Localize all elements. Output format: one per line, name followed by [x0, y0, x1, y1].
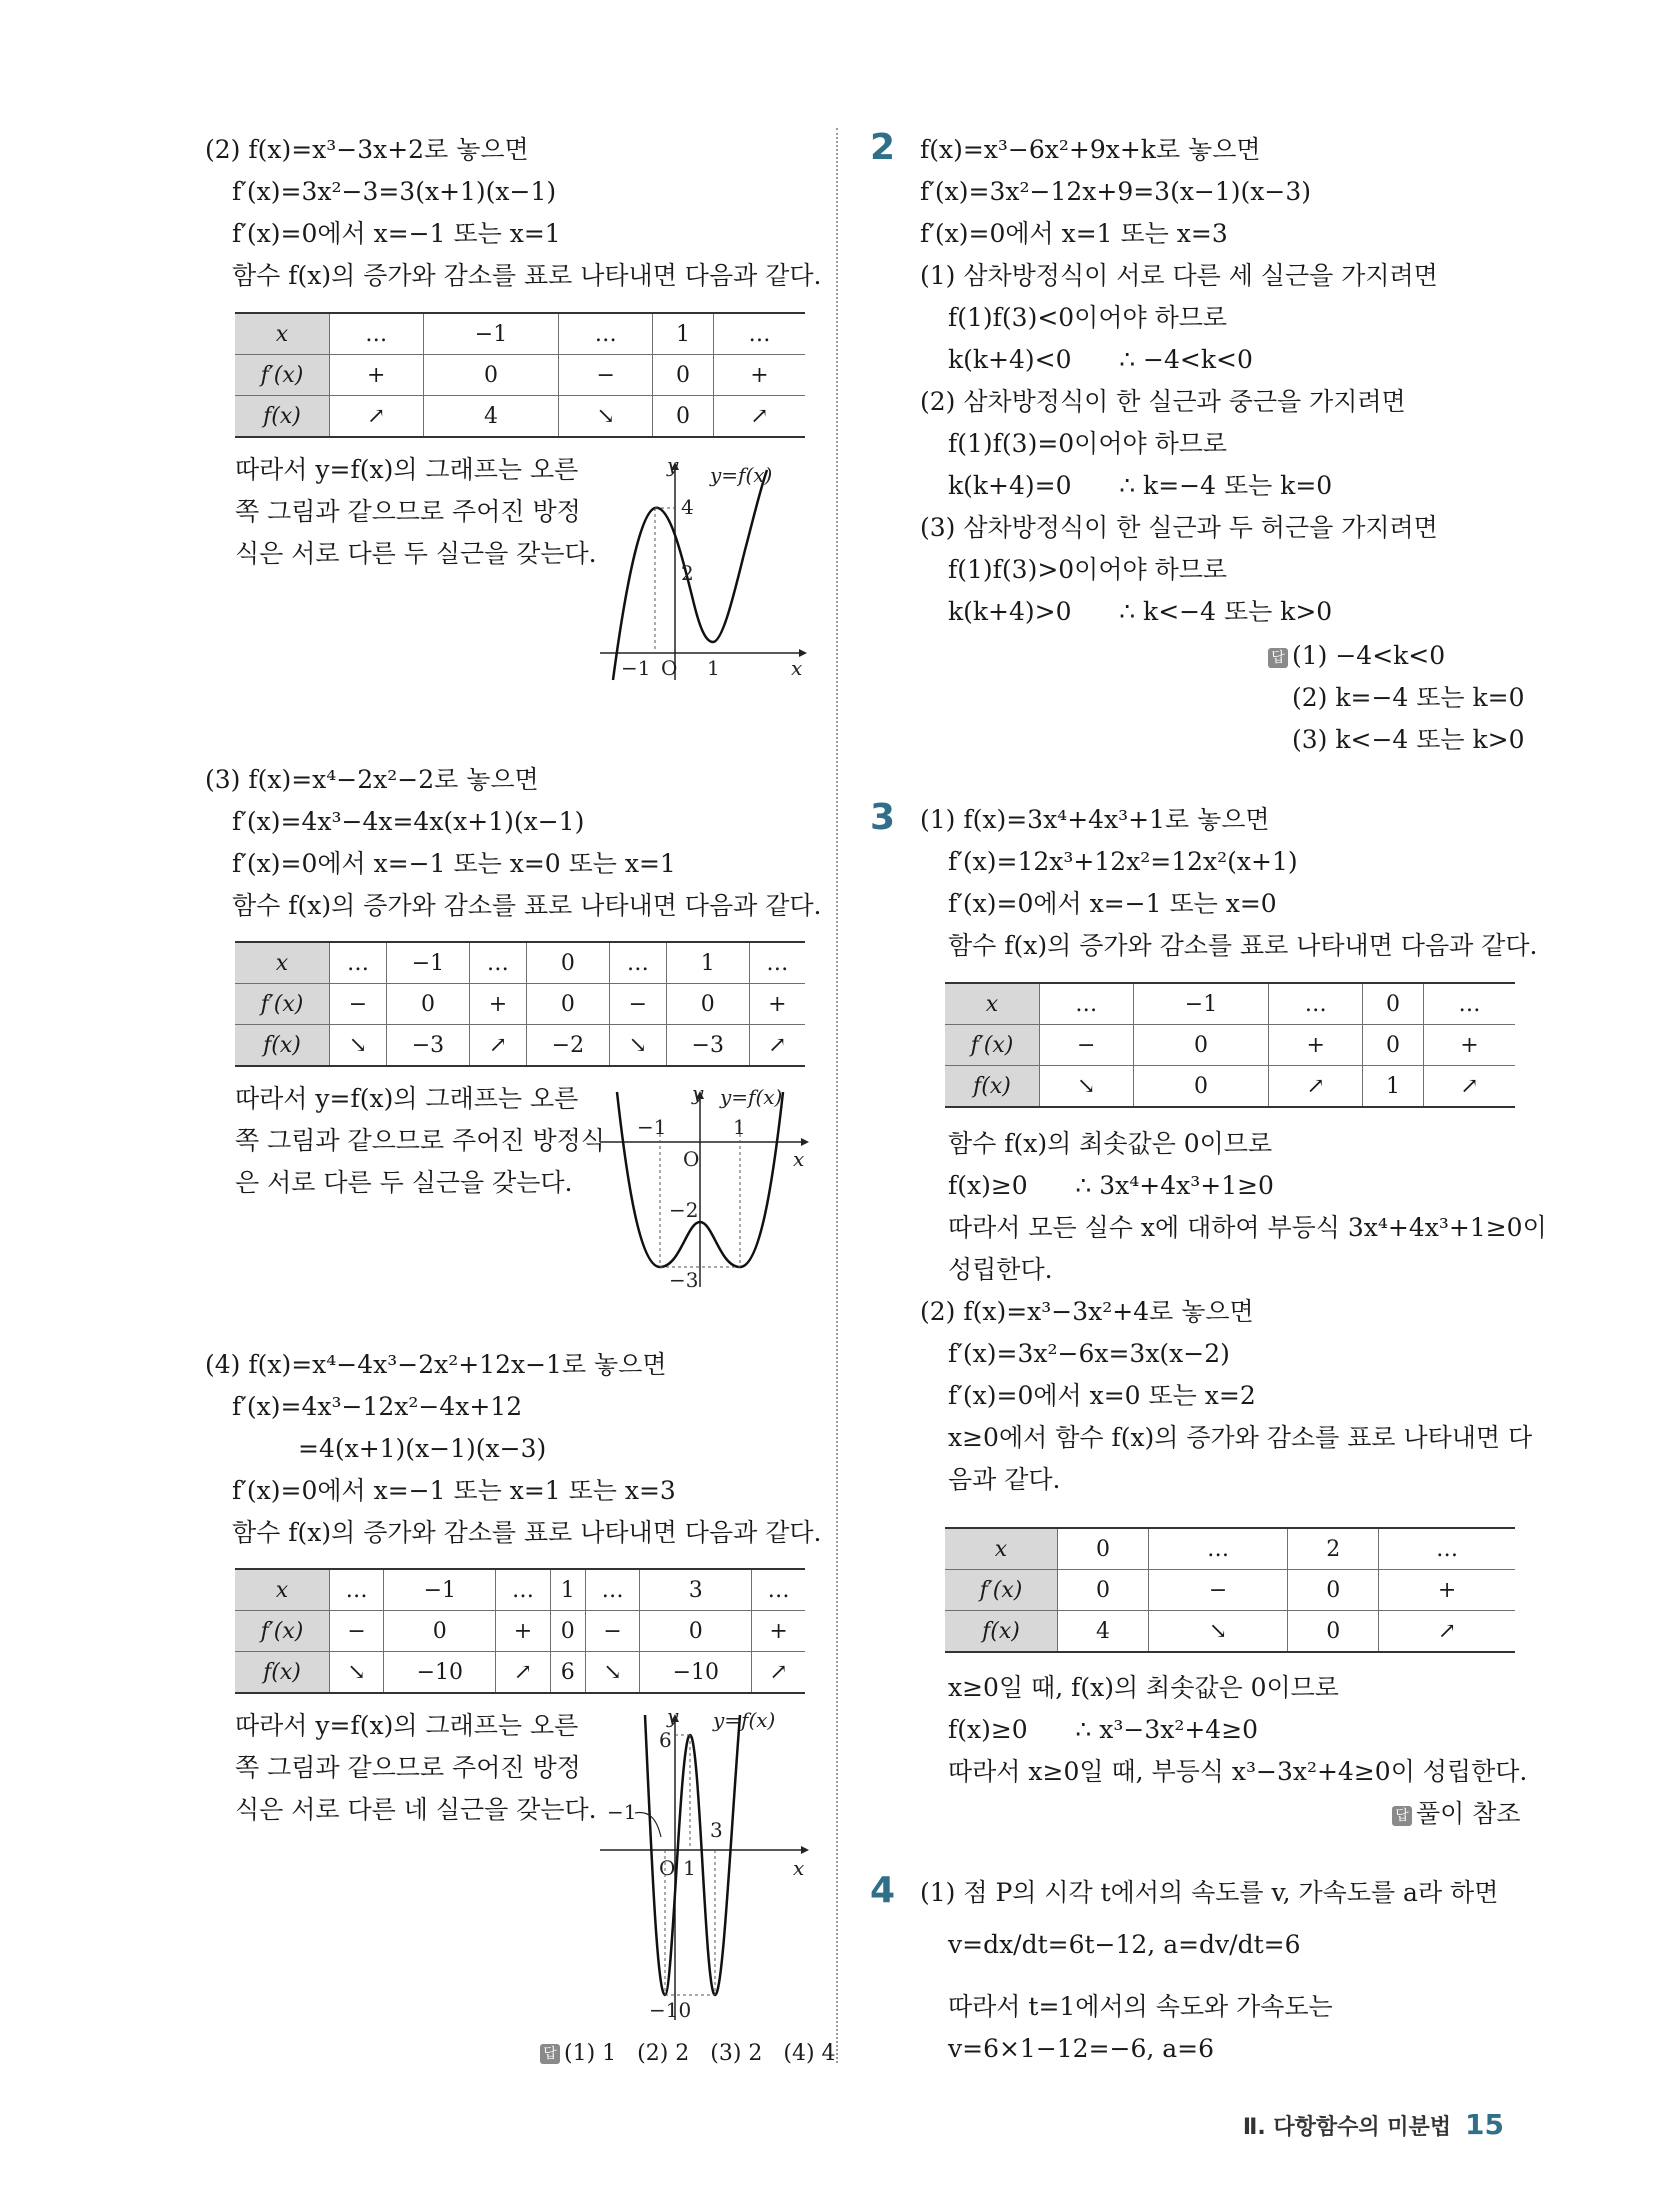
tick-label: 1	[707, 656, 720, 680]
q2-answer-3: (3) k<−4 또는 k>0	[1292, 725, 1525, 754]
table-cell: 1	[666, 942, 749, 984]
page-footer	[1243, 2108, 1504, 2141]
table-cell: 0	[1133, 1066, 1269, 1108]
table-cell: 3	[640, 1569, 752, 1611]
answer-text: (1) 1 (2) 2 (3) 2 (4) 4	[564, 2041, 836, 2066]
p3-graph	[595, 1082, 815, 1292]
table-cell: ↗	[469, 1025, 526, 1067]
p2-line-1: (2) f(x)=x³−3x+2로 놓으면	[205, 135, 529, 164]
table-cell: +	[713, 355, 805, 396]
table-cell: ↗	[330, 396, 424, 438]
q3-line: f′(x)=0에서 x=−1 또는 x=0	[948, 889, 1277, 918]
table-cell: +	[1379, 1570, 1515, 1611]
q4-line: (1) 점 P의 시각 t에서의 속도를 v, 가속도를 a라 하면	[920, 1878, 1499, 1907]
table-cell: f′(x)	[235, 355, 330, 396]
curve	[645, 1715, 740, 1995]
p3-line-1: (3) f(x)=x⁴−2x²−2로 놓으면	[205, 765, 539, 794]
table-cell: 1	[652, 313, 713, 355]
tick-label: 6	[659, 1728, 672, 1752]
q2-line: k(k+4)>0 ∴ k<−4 또는 k>0	[948, 597, 1333, 626]
question-number-2: 2	[870, 127, 896, 168]
q3-line: (1) f(x)=3x⁴+4x³+1로 놓으면	[920, 805, 1270, 834]
p4-line-2: f′(x)=4x³−12x²−4x+12	[232, 1392, 523, 1421]
table-cell: +	[330, 355, 424, 396]
table-cell: f′(x)	[945, 1570, 1058, 1611]
table-cell: −	[330, 984, 387, 1025]
table-cell: ↘	[1148, 1611, 1287, 1653]
table-cell: …	[749, 942, 805, 984]
table-cell: 0	[652, 396, 713, 438]
table-cell: …	[609, 942, 666, 984]
p3-line-2: f′(x)=4x³−4x=4x(x+1)(x−1)	[232, 807, 585, 836]
p3-variation-table	[235, 941, 805, 1067]
q3-answer	[1392, 1797, 1521, 1831]
table-cell: …	[330, 1569, 384, 1611]
p4-line-1: (4) f(x)=x⁴−4x³−2x²+12x−1로 놓으면	[205, 1350, 667, 1379]
q2-line: (1) 삼차방정식이 서로 다른 세 실근을 가지려면	[920, 261, 1438, 290]
table-cell: x	[945, 1528, 1058, 1570]
answer-badge: 답	[540, 2044, 560, 2064]
p3-line-3: f′(x)=0에서 x=−1 또는 x=0 또는 x=1	[232, 849, 676, 878]
table-cell: −10	[384, 1652, 496, 1694]
q3-line: x≥0일 때, f(x)의 최솟값은 0이므로	[948, 1673, 1339, 1702]
table-cell: …	[330, 313, 424, 355]
p2-text-1: 따라서 y=f(x)의 그래프는 오른	[235, 455, 579, 484]
table-cell: 0	[640, 1611, 752, 1652]
table-cell: …	[469, 942, 526, 984]
fn-label: y=f(x)	[710, 463, 773, 487]
table-cell: f(x)	[235, 1652, 330, 1694]
table-cell: x	[235, 313, 330, 355]
tick-label: −1	[607, 1800, 637, 1824]
q2-line: f(1)f(3)=0이어야 하므로	[948, 429, 1228, 458]
origin-label: O	[659, 1856, 676, 1880]
tick-label: 1	[733, 1115, 746, 1139]
table-cell: f′(x)	[235, 1611, 330, 1652]
table-cell: 4	[423, 396, 559, 438]
tick-label: −1	[637, 1115, 667, 1139]
q2-answer-2: (2) k=−4 또는 k=0	[1292, 683, 1525, 712]
q2-answer-1	[1268, 639, 1445, 673]
table-cell: …	[713, 313, 805, 355]
table-cell: …	[1423, 983, 1515, 1025]
p2-variation-table	[235, 312, 805, 438]
origin-label: O	[661, 656, 678, 680]
table-cell: −3	[666, 1025, 749, 1067]
table-cell: −	[1148, 1570, 1287, 1611]
table-cell: …	[1379, 1528, 1515, 1570]
table-cell: …	[1148, 1528, 1287, 1570]
p4-line-5: 함수 f(x)의 증가와 감소를 표로 나타내면 다음과 같다.	[232, 1518, 822, 1547]
p4-text-1: 따라서 y=f(x)의 그래프는 오른	[235, 1711, 579, 1740]
q3-line: 함수 f(x)의 증가와 감소를 표로 나타내면 다음과 같다.	[948, 931, 1538, 960]
table-cell: 0	[1362, 1025, 1423, 1066]
q2-line: (3) 삼차방정식이 한 실근과 두 허근을 가지려면	[920, 513, 1438, 542]
table-cell: −	[609, 984, 666, 1025]
tick-label: −10	[649, 1998, 692, 2022]
table-cell: …	[330, 942, 387, 984]
table-cell: −	[559, 355, 653, 396]
table-cell: ↘	[559, 396, 653, 438]
tick-label: 4	[681, 495, 694, 519]
table-cell: ↗	[1423, 1066, 1515, 1108]
p3-text-1: 따라서 y=f(x)의 그래프는 오른	[235, 1084, 579, 1113]
q4-line: 따라서 t=1에서의 속도와 가속도는	[948, 1992, 1333, 2021]
q4-line: v=6×1−12=−6, a=6	[948, 2034, 1215, 2063]
table-cell: 0	[1133, 1025, 1269, 1066]
table-cell: …	[496, 1569, 550, 1611]
tick-label: 3	[710, 1818, 723, 1842]
table-cell: +	[1423, 1025, 1515, 1066]
p4-text-2: 쪽 그림과 같으므로 주어진 방정	[235, 1753, 581, 1782]
q3-line: f(x)≥0 ∴ x³−3x²+4≥0	[948, 1715, 1259, 1744]
q2-line: f(x)=x³−6x²+9x+k로 놓으면	[920, 135, 1261, 164]
column-divider	[836, 128, 838, 2063]
table-cell: 0	[1288, 1611, 1379, 1653]
q2-line: f′(x)=0에서 x=1 또는 x=3	[920, 219, 1228, 248]
table-cell: f(x)	[235, 396, 330, 438]
table-cell: 0	[526, 942, 609, 984]
table-cell: f′(x)	[235, 984, 330, 1025]
p2-line-4: 함수 f(x)의 증가와 감소를 표로 나타내면 다음과 같다.	[232, 261, 822, 290]
table-cell: −	[1040, 1025, 1134, 1066]
table-cell: ↗	[496, 1652, 550, 1694]
table-cell: +	[749, 984, 805, 1025]
table-cell: f(x)	[945, 1611, 1058, 1653]
q3-line: x≥0에서 함수 f(x)의 증가와 감소를 표로 나타내면 다	[948, 1423, 1533, 1452]
q3-line: f(x)≥0 ∴ 3x⁴+4x³+1≥0	[948, 1171, 1274, 1200]
tick-label: 1	[683, 1856, 696, 1880]
table-cell: 0	[1058, 1570, 1149, 1611]
p4-variation-table	[235, 1568, 805, 1694]
table-cell: −3	[387, 1025, 470, 1067]
p2-text-3: 식은 서로 다른 두 실근을 갖는다.	[235, 539, 597, 568]
x-axis-arrow	[801, 1846, 809, 1854]
table-cell: f(x)	[945, 1066, 1040, 1108]
table-cell: 0	[526, 984, 609, 1025]
y-axis-label: y	[667, 453, 679, 477]
table-cell: …	[1040, 983, 1134, 1025]
left-answer	[540, 2037, 836, 2071]
table-cell: +	[752, 1611, 805, 1652]
p2-text-2: 쪽 그림과 같으므로 주어진 방정	[235, 497, 581, 526]
table-cell: 4	[1058, 1611, 1149, 1653]
table-cell: +	[1269, 1025, 1363, 1066]
table-cell: −1	[387, 942, 470, 984]
question-number-3: 3	[870, 797, 896, 838]
table-cell: 0	[550, 1611, 585, 1652]
table-cell: ↘	[330, 1025, 387, 1067]
x-axis-arrow	[801, 1138, 809, 1146]
table-cell: …	[586, 1569, 640, 1611]
q3-variation-table-2	[945, 1527, 1515, 1653]
table-cell: 6	[550, 1652, 585, 1694]
table-cell: 1	[1362, 1066, 1423, 1108]
table-cell: ↘	[586, 1652, 640, 1694]
table-cell: 0	[387, 984, 470, 1025]
table-cell: f′(x)	[945, 1025, 1040, 1066]
table-cell: −1	[1133, 983, 1269, 1025]
table-cell: ↘	[330, 1652, 384, 1694]
q4-line: v=dx/dt=6t−12, a=dv/dt=6	[948, 1930, 1301, 1959]
q2-line: f(1)f(3)>0이어야 하므로	[948, 555, 1228, 584]
p3-line-4: 함수 f(x)의 증가와 감소를 표로 나타내면 다음과 같다.	[232, 891, 822, 920]
page-number: 15	[1465, 2108, 1504, 2141]
x-axis-label: x	[791, 656, 803, 680]
x-axis-label: x	[793, 1856, 805, 1880]
table-cell: −10	[640, 1652, 752, 1694]
q3-line: 성립한다.	[948, 1255, 1053, 1284]
answer-text: (1) −4<k<0	[1292, 641, 1446, 670]
q3-line: f′(x)=3x²−6x=3x(x−2)	[948, 1339, 1230, 1368]
table-cell: 1	[550, 1569, 585, 1611]
p2-line-2: f′(x)=3x²−3=3(x+1)(x−1)	[232, 177, 557, 206]
fn-label: y=f(x)	[713, 1708, 776, 1732]
table-cell: x	[235, 942, 330, 984]
table-cell: 0	[1362, 983, 1423, 1025]
chapter-title: Ⅱ. 다항함수의 미분법	[1242, 2115, 1452, 2140]
p2-line-3: f′(x)=0에서 x=−1 또는 x=1	[232, 219, 561, 248]
origin-label: O	[683, 1147, 700, 1171]
table-cell: …	[1269, 983, 1363, 1025]
q3-line: f′(x)=12x³+12x²=12x²(x+1)	[948, 847, 1298, 876]
q3-line: 음과 같다.	[948, 1465, 1061, 1494]
table-cell: x	[945, 983, 1040, 1025]
answer-badge: 답	[1392, 1806, 1412, 1826]
table-cell: −	[586, 1611, 640, 1652]
table-cell: f(x)	[235, 1025, 330, 1067]
p4-line-3: =4(x+1)(x−1)(x−3)	[298, 1434, 547, 1463]
table-cell: ↗	[1269, 1066, 1363, 1108]
table-cell: ↗	[752, 1652, 805, 1694]
q2-line: f(1)f(3)<0이어야 하므로	[948, 303, 1228, 332]
q2-line: k(k+4)=0 ∴ k=−4 또는 k=0	[948, 471, 1333, 500]
table-cell: …	[559, 313, 653, 355]
y-axis-label: y	[667, 1705, 679, 1728]
q2-line: f′(x)=3x²−12x+9=3(x−1)(x−3)	[920, 177, 1311, 206]
table-cell: −	[330, 1611, 384, 1652]
table-cell: 0	[384, 1611, 496, 1652]
q3-line: 따라서 모든 실수 x에 대하여 부등식 3x⁴+4x³+1≥0이	[948, 1213, 1547, 1242]
table-cell: +	[469, 984, 526, 1025]
tick-label: 2	[681, 561, 694, 585]
table-cell: x	[235, 1569, 330, 1611]
table-cell: −1	[384, 1569, 496, 1611]
table-cell: 0	[666, 984, 749, 1025]
tick-label: −3	[669, 1268, 699, 1292]
table-cell: −2	[526, 1025, 609, 1067]
table-cell: ↘	[1040, 1066, 1134, 1108]
pointer-arrow	[635, 1812, 661, 1837]
p3-text-2: 쪽 그림과 같으므로 주어진 방정식	[235, 1126, 605, 1155]
answer-badge: 답	[1268, 648, 1288, 668]
tick-label: −2	[669, 1198, 699, 1222]
p2-graph	[595, 450, 815, 682]
q3-variation-table-1	[945, 982, 1515, 1108]
p4-text-3: 식은 서로 다른 네 실근을 갖는다.	[235, 1795, 597, 1824]
p4-line-4: f′(x)=0에서 x=−1 또는 x=1 또는 x=3	[232, 1476, 676, 1505]
table-cell: 0	[652, 355, 713, 396]
table-cell: +	[496, 1611, 550, 1652]
y-axis-label: y	[692, 1082, 704, 1105]
table-cell: ↗	[1379, 1611, 1515, 1653]
answer-text: 풀이 참조	[1416, 1799, 1521, 1828]
table-cell: ↗	[749, 1025, 805, 1067]
p3-text-3: 은 서로 다른 두 실근을 갖는다.	[235, 1168, 573, 1197]
q3-line: 함수 f(x)의 최솟값은 0이므로	[948, 1129, 1273, 1158]
table-cell: −1	[423, 313, 559, 355]
table-cell: 2	[1288, 1528, 1379, 1570]
p4-graph	[595, 1705, 815, 2025]
tick-label: −1	[621, 656, 651, 680]
x-axis-label: x	[793, 1147, 805, 1171]
q3-line: 따라서 x≥0일 때, 부등식 x³−3x²+4≥0이 성립한다.	[948, 1757, 1528, 1786]
table-cell: 0	[1058, 1528, 1149, 1570]
table-cell: …	[752, 1569, 805, 1611]
table-cell: ↘	[609, 1025, 666, 1067]
q2-line: (2) 삼차방정식이 한 실근과 중근을 가지려면	[920, 387, 1406, 416]
q3-line: (2) f(x)=x³−3x²+4로 놓으면	[920, 1297, 1254, 1326]
question-number-4: 4	[870, 1870, 896, 1911]
table-cell: 0	[1288, 1570, 1379, 1611]
q3-line: f′(x)=0에서 x=0 또는 x=2	[948, 1381, 1256, 1410]
table-cell: ↗	[713, 396, 805, 438]
fn-label: y=f(x)	[720, 1085, 783, 1109]
q2-line: k(k+4)<0 ∴ −4<k<0	[948, 345, 1253, 374]
table-cell: 0	[423, 355, 559, 396]
